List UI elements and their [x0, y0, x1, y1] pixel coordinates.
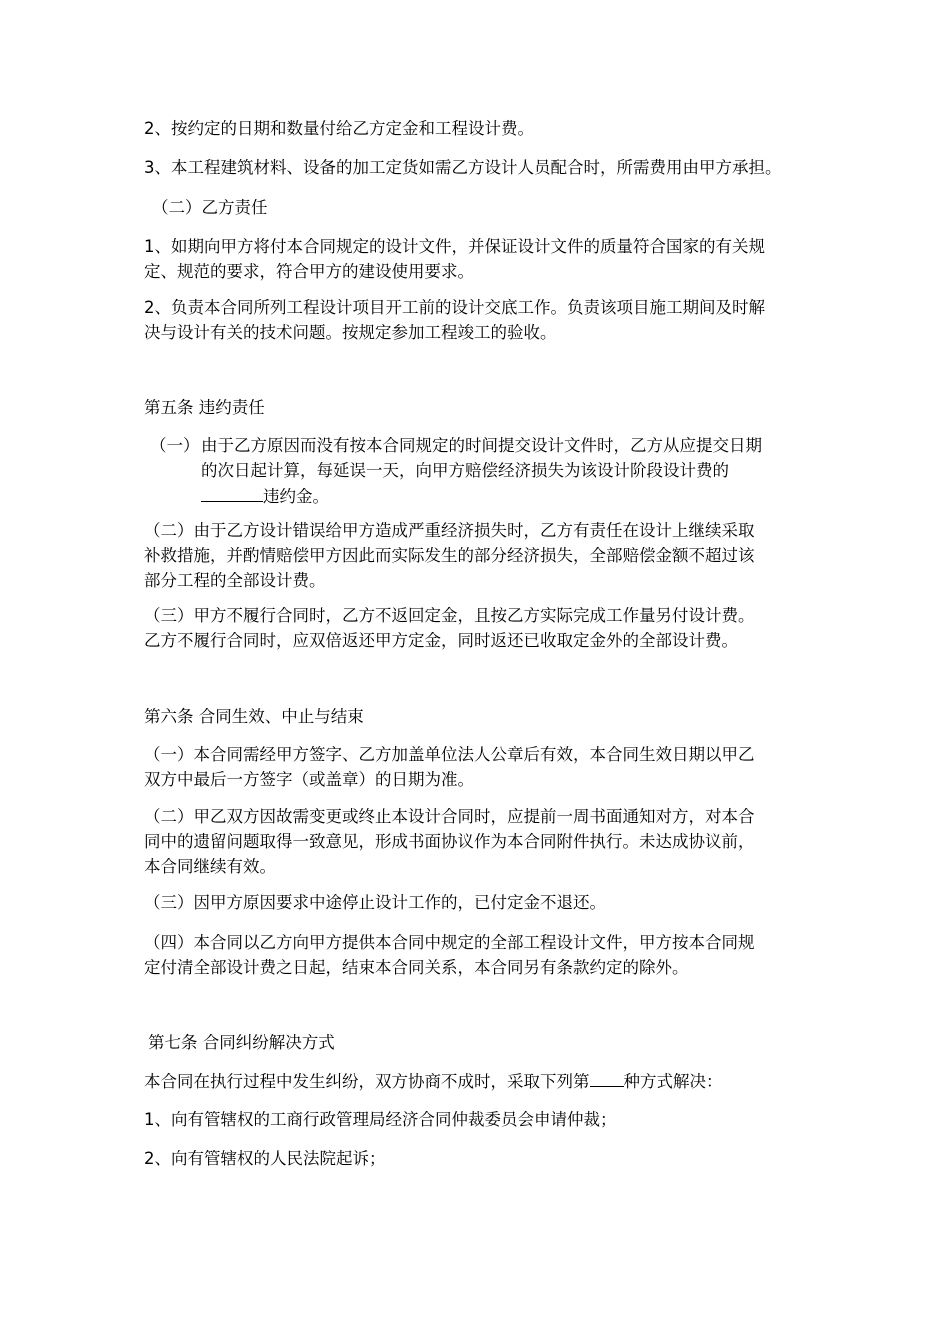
text-line: （二）由于乙方设计错误给甲方造成严重经济损失时，乙方有责任在设计上继续采取: [144, 521, 755, 540]
text-fragment: 违约金。: [263, 487, 329, 506]
text-line: 补救措施，并酌情赔偿甲方因此而实际发生的部分经济损失，全部赔偿金额不超过该: [144, 546, 755, 565]
paragraph-material-costs: 3、本工程建筑材料、设备的加工定货如需乙方设计人员配合时，所需费用由甲方承担。: [144, 158, 782, 177]
paragraph-contract-effective: [144, 742, 824, 792]
paragraph-arbitration: 1、向有管辖权的工商行政管理局经济合同仲裁委员会申请仲裁；: [144, 1110, 617, 1129]
article-five-heading: 第五条 违约责任: [144, 398, 265, 417]
fill-in-blank[interactable]: [201, 483, 263, 502]
paragraph-payment: 2、按约定的日期和数量付给乙方定金和工程设计费。: [144, 119, 534, 138]
paragraph-deliver-design: [144, 234, 824, 284]
text-fragment: 本合同在执行过程中发生纠纷，双方协商不成时，采取下列第: [144, 1072, 590, 1091]
text-line: [150, 483, 810, 509]
text-line: 定、规范的要求，符合甲方的建设使用要求。: [144, 262, 474, 281]
text-line: 2、负责本合同所列工程设计项目开工前的设计交底工作。负责该项目施工期间及时解: [144, 298, 765, 317]
section-heading-party-b-duties: （二）乙方责任: [152, 198, 268, 217]
text-line: 的次日起计算，每延误一天，向甲方赔偿经济损失为该设计阶段设计费的: [201, 461, 729, 480]
text-line: （一）本合同需经甲方签字、乙方加盖单位法人公章后有效，本合同生效日期以甲乙: [144, 745, 755, 764]
paragraph-dispute-method: [144, 1068, 824, 1094]
paragraph-delay-penalty: [150, 433, 810, 509]
text-line: 双方中最后一方签字（或盖章）的日期为准。: [144, 770, 474, 789]
text-line: （三）甲方不履行合同时，乙方不返回定金，且按乙方实际完成工作量另付设计费。: [144, 606, 755, 625]
text-line: 由于乙方原因而没有按本合同规定的时间提交设计文件时，乙方从应提交日期: [201, 436, 762, 455]
text-line: （四）本合同以乙方向甲方提供本合同中规定的全部工程设计文件，甲方按本合同规: [144, 933, 755, 952]
text-line: 乙方不履行合同时，应双倍返还甲方定金，同时返还已收取定金外的全部设计费。: [144, 631, 738, 650]
article-six-heading: 第六条 合同生效、中止与结束: [144, 707, 364, 726]
paragraph-deposit-no-refund: （三）因甲方原因要求中途停止设计工作的，已付定金不退还。: [144, 893, 606, 912]
text-line: （二）甲乙双方因故需变更或终止本设计合同时，应提前一周书面通知对方，对本合: [144, 807, 755, 826]
paragraph-contract-end: [144, 930, 824, 980]
text-line: 定付清全部设计费之日起，结束本合同关系，本合同另有条款约定的除外。: [144, 958, 689, 977]
text-line: 决与设计有关的技术问题。按规定参加工程竣工的验收。: [144, 323, 557, 342]
text-line: 部分工程的全部设计费。: [144, 571, 326, 590]
text-line: 1、如期向甲方将付本合同规定的设计文件，并保证设计文件的质量符合国家的有关规: [144, 237, 765, 256]
text-line: 本合同继续有效。: [144, 857, 276, 876]
text-line: 同中的遗留问题取得一致意见，形成书面协议作为本合同附件执行。未达成协议前，: [144, 832, 755, 851]
paragraph-design-error: [144, 518, 824, 593]
fill-in-blank[interactable]: [590, 1068, 624, 1087]
paragraph-design-briefing: [144, 295, 824, 345]
paragraph-lawsuit: 2、向有管辖权的人民法院起诉；: [144, 1149, 386, 1168]
article-seven-heading: 第七条 合同纠纷解决方式: [148, 1033, 335, 1052]
paragraph-contract-change: [144, 804, 824, 879]
paragraph-breach-deposit: [144, 603, 824, 653]
list-marker: （一）: [150, 436, 200, 455]
text-fragment: 种方式解决：: [623, 1072, 723, 1091]
